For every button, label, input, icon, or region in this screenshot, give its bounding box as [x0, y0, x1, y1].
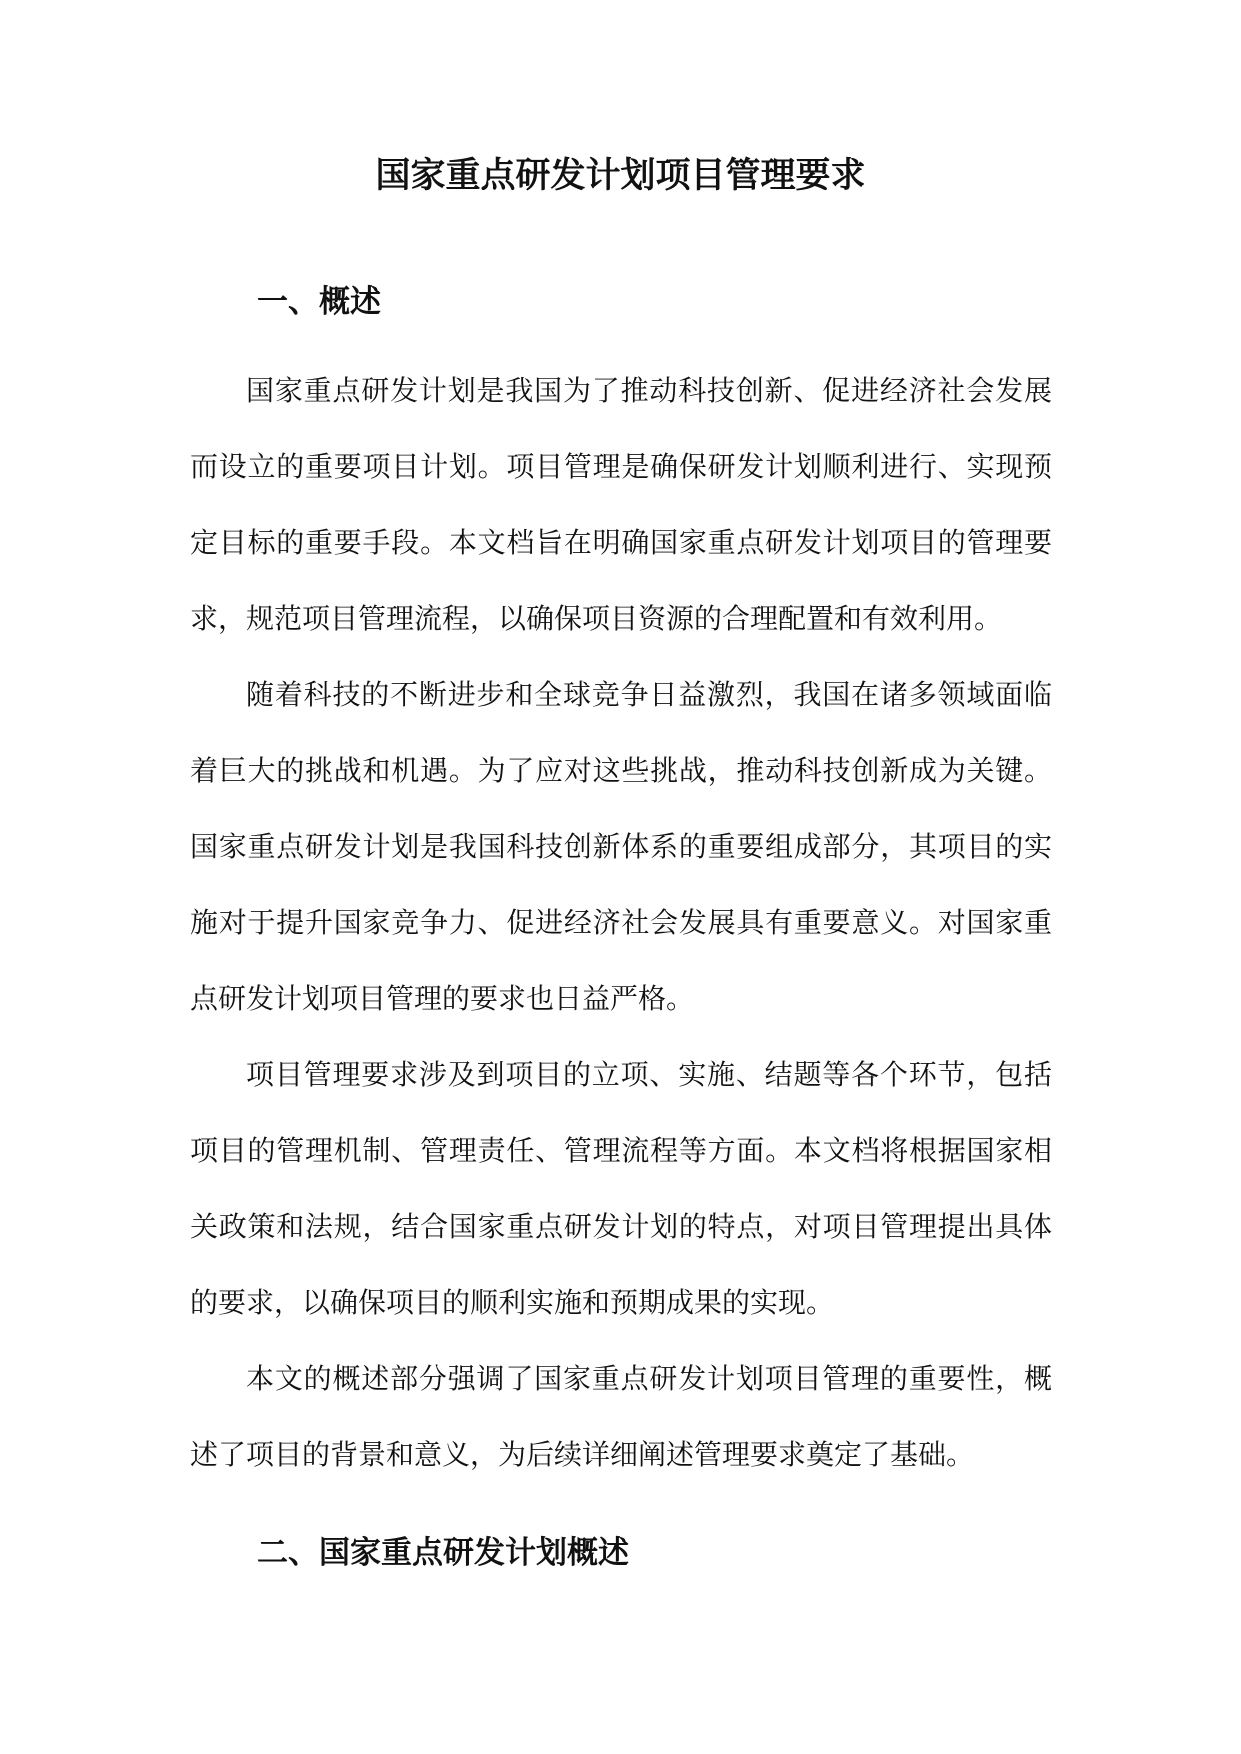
- paragraph: 项目管理要求涉及到项目的立项、实施、结题等各个环节，包括项目的管理机制、管理责任、管理流程等方面。本文档将根据国家相关政策和法规，结合国家重点研发计划的特点，对项目管理提出具体的要求，以确保项目的顺利实施和预期成果的实现。: [190, 1058, 1052, 1319]
- section-body-overview: [190, 353, 1052, 1493]
- section-heading-plan-overview: 二、国家重点研发计划概述: [257, 1535, 629, 1571]
- section-heading-overview: 一、概述: [257, 284, 381, 320]
- paragraph: 国家重点研发计划是我国为了推动科技创新、促进经济社会发展而设立的重要项目计划。项目管理是确保研发计划顺利进行、实现预定目标的重要手段。本文档旨在明确国家重点研发计划项目的管理要求，规范项目管理流程，以确保项目资源的合理配置和有效利用。: [190, 374, 1052, 635]
- paragraph: 本文的概述部分强调了国家重点研发计划项目管理的重要性，概述了项目的背景和意义，为后续详细阐述管理要求奠定了基础。: [190, 1362, 1052, 1471]
- paragraph: 随着科技的不断进步和全球竞争日益激烈，我国在诸多领域面临着巨大的挑战和机遇。为了应对这些挑战，推动科技创新成为关键。国家重点研发计划是我国科技创新体系的重要组成部分，其项目的实施对于提升国家竞争力、促进经济社会发展具有重要意义。对国家重点研发计划项目管理的要求也日益严格。: [190, 678, 1052, 1015]
- document-title: 国家重点研发计划项目管理要求: [375, 155, 866, 196]
